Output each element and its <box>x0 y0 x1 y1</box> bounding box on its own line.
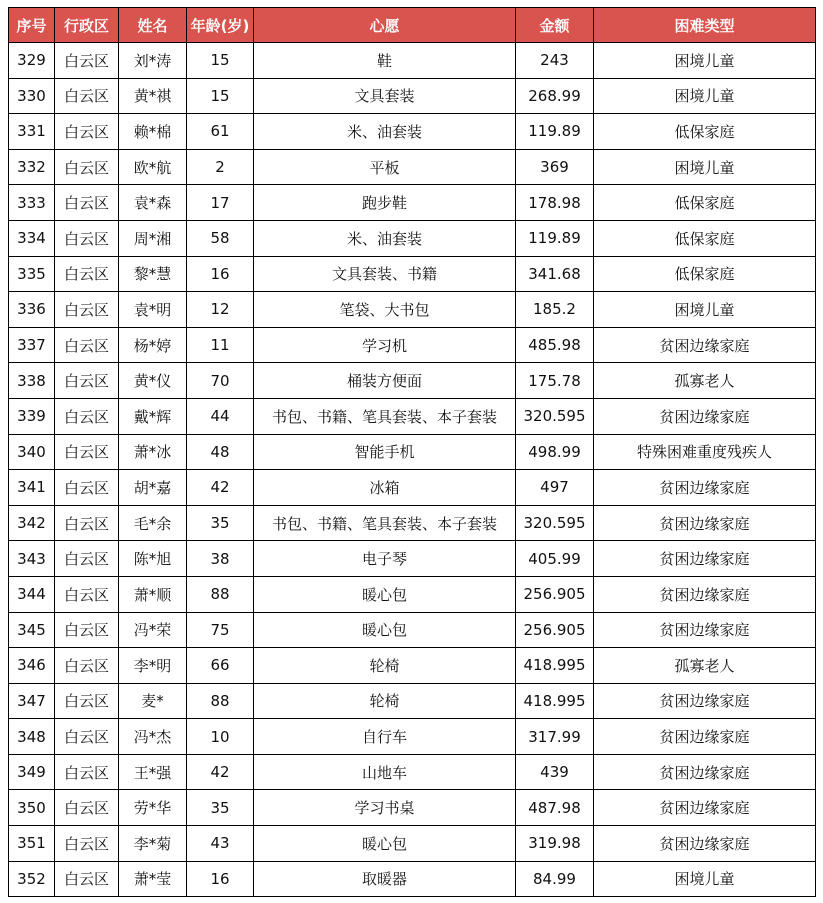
cell-age: 42 <box>187 754 254 790</box>
cell-district: 白云区 <box>55 612 119 648</box>
cell-serial-number: 336 <box>9 292 55 328</box>
cell-name: 劳*华 <box>119 790 187 826</box>
header-amount: 金额 <box>516 8 594 43</box>
cell-name: 黄*仪 <box>119 363 187 399</box>
cell-amount: 405.99 <box>516 541 594 577</box>
cell-hardship-type: 特殊困难重度残疾人 <box>594 434 816 470</box>
cell-district: 白云区 <box>55 683 119 719</box>
cell-serial-number: 341 <box>9 470 55 506</box>
cell-serial-number: 332 <box>9 149 55 185</box>
cell-hardship-type: 贫困边缘家庭 <box>594 541 816 577</box>
cell-amount: 418.995 <box>516 683 594 719</box>
cell-amount: 485.98 <box>516 327 594 363</box>
cell-age: 48 <box>187 434 254 470</box>
cell-amount: 487.98 <box>516 790 594 826</box>
cell-wish: 取暖器 <box>254 861 516 897</box>
cell-age: 35 <box>187 790 254 826</box>
cell-hardship-type: 困境儿童 <box>594 78 816 114</box>
cell-hardship-type: 困境儿童 <box>594 861 816 897</box>
cell-hardship-type: 贫困边缘家庭 <box>594 398 816 434</box>
cell-wish: 学习书桌 <box>254 790 516 826</box>
table-body <box>9 43 816 897</box>
cell-district: 白云区 <box>55 292 119 328</box>
cell-age: 88 <box>187 576 254 612</box>
header-name: 姓名 <box>119 8 187 43</box>
cell-serial-number: 333 <box>9 185 55 221</box>
cell-serial-number: 338 <box>9 363 55 399</box>
table-row <box>9 78 816 114</box>
table-row <box>9 398 816 434</box>
cell-age: 11 <box>187 327 254 363</box>
cell-name: 李*明 <box>119 648 187 684</box>
cell-name: 冯*杰 <box>119 719 187 755</box>
table-row <box>9 363 816 399</box>
cell-age: 16 <box>187 256 254 292</box>
cell-amount: 497 <box>516 470 594 506</box>
cell-amount: 185.2 <box>516 292 594 328</box>
cell-amount: 256.905 <box>516 576 594 612</box>
cell-hardship-type: 贫困边缘家庭 <box>594 826 816 862</box>
cell-wish: 智能手机 <box>254 434 516 470</box>
table-row <box>9 861 816 897</box>
table-row <box>9 292 816 328</box>
cell-amount: 256.905 <box>516 612 594 648</box>
cell-name: 赖*棉 <box>119 114 187 150</box>
cell-wish: 学习机 <box>254 327 516 363</box>
cell-district: 白云区 <box>55 149 119 185</box>
cell-serial-number: 342 <box>9 505 55 541</box>
cell-serial-number: 349 <box>9 754 55 790</box>
cell-name: 黄*祺 <box>119 78 187 114</box>
cell-wish: 米、油套装 <box>254 220 516 256</box>
cell-age: 75 <box>187 612 254 648</box>
cell-hardship-type: 孤寡老人 <box>594 648 816 684</box>
cell-wish: 书包、书籍、笔具套装、本子套装 <box>254 505 516 541</box>
table-row <box>9 576 816 612</box>
cell-district: 白云区 <box>55 43 119 79</box>
cell-serial-number: 340 <box>9 434 55 470</box>
cell-age: 17 <box>187 185 254 221</box>
table-row <box>9 683 816 719</box>
cell-district: 白云区 <box>55 220 119 256</box>
cell-hardship-type: 贫困边缘家庭 <box>594 576 816 612</box>
cell-name: 戴*辉 <box>119 398 187 434</box>
cell-district: 白云区 <box>55 861 119 897</box>
table-row <box>9 790 816 826</box>
header-wish: 心愿 <box>254 8 516 43</box>
cell-district: 白云区 <box>55 363 119 399</box>
cell-age: 61 <box>187 114 254 150</box>
cell-name: 刘*涛 <box>119 43 187 79</box>
cell-hardship-type: 孤寡老人 <box>594 363 816 399</box>
cell-name: 毛*余 <box>119 505 187 541</box>
cell-name: 李*菊 <box>119 826 187 862</box>
table-row <box>9 43 816 79</box>
cell-name: 萧*顺 <box>119 576 187 612</box>
cell-wish: 冰箱 <box>254 470 516 506</box>
cell-wish: 文具套装、书籍 <box>254 256 516 292</box>
cell-age: 44 <box>187 398 254 434</box>
cell-district: 白云区 <box>55 754 119 790</box>
cell-amount: 268.99 <box>516 78 594 114</box>
cell-hardship-type: 贫困边缘家庭 <box>594 790 816 826</box>
cell-name: 杨*婷 <box>119 327 187 363</box>
cell-age: 16 <box>187 861 254 897</box>
cell-hardship-type: 贫困边缘家庭 <box>594 754 816 790</box>
wish-list-table <box>8 7 816 897</box>
cell-serial-number: 337 <box>9 327 55 363</box>
cell-serial-number: 334 <box>9 220 55 256</box>
cell-serial-number: 347 <box>9 683 55 719</box>
cell-serial-number: 352 <box>9 861 55 897</box>
cell-serial-number: 345 <box>9 612 55 648</box>
cell-name: 欧*航 <box>119 149 187 185</box>
cell-district: 白云区 <box>55 327 119 363</box>
cell-age: 10 <box>187 719 254 755</box>
cell-district: 白云区 <box>55 470 119 506</box>
table-row <box>9 327 816 363</box>
cell-name: 黎*慧 <box>119 256 187 292</box>
cell-district: 白云区 <box>55 505 119 541</box>
cell-hardship-type: 贫困边缘家庭 <box>594 719 816 755</box>
cell-hardship-type: 低保家庭 <box>594 256 816 292</box>
cell-hardship-type: 困境儿童 <box>594 149 816 185</box>
table-row <box>9 505 816 541</box>
table-row <box>9 149 816 185</box>
cell-serial-number: 350 <box>9 790 55 826</box>
cell-age: 43 <box>187 826 254 862</box>
cell-wish: 山地车 <box>254 754 516 790</box>
cell-district: 白云区 <box>55 434 119 470</box>
cell-amount: 341.68 <box>516 256 594 292</box>
cell-name: 周*湘 <box>119 220 187 256</box>
cell-serial-number: 330 <box>9 78 55 114</box>
cell-name: 袁*明 <box>119 292 187 328</box>
cell-district: 白云区 <box>55 114 119 150</box>
table-row <box>9 256 816 292</box>
cell-age: 12 <box>187 292 254 328</box>
header-age: 年龄(岁) <box>187 8 254 43</box>
table-row <box>9 612 816 648</box>
cell-serial-number: 339 <box>9 398 55 434</box>
cell-name: 麦* <box>119 683 187 719</box>
cell-hardship-type: 低保家庭 <box>594 220 816 256</box>
cell-wish: 文具套装 <box>254 78 516 114</box>
cell-name: 袁*森 <box>119 185 187 221</box>
cell-name: 陈*旭 <box>119 541 187 577</box>
cell-serial-number: 351 <box>9 826 55 862</box>
cell-serial-number: 348 <box>9 719 55 755</box>
cell-serial-number: 346 <box>9 648 55 684</box>
table-row <box>9 754 816 790</box>
cell-wish: 自行车 <box>254 719 516 755</box>
cell-amount: 119.89 <box>516 220 594 256</box>
cell-wish: 轮椅 <box>254 648 516 684</box>
cell-amount: 320.595 <box>516 398 594 434</box>
cell-amount: 369 <box>516 149 594 185</box>
cell-district: 白云区 <box>55 78 119 114</box>
cell-age: 70 <box>187 363 254 399</box>
table-row <box>9 114 816 150</box>
cell-district: 白云区 <box>55 541 119 577</box>
cell-district: 白云区 <box>55 648 119 684</box>
cell-hardship-type: 贫困边缘家庭 <box>594 470 816 506</box>
header-hardship-type: 困难类型 <box>594 8 816 43</box>
cell-amount: 418.995 <box>516 648 594 684</box>
header-row <box>9 8 816 43</box>
cell-hardship-type: 低保家庭 <box>594 185 816 221</box>
cell-wish: 平板 <box>254 149 516 185</box>
table-row <box>9 434 816 470</box>
cell-hardship-type: 低保家庭 <box>594 114 816 150</box>
cell-name: 冯*荣 <box>119 612 187 648</box>
cell-age: 15 <box>187 78 254 114</box>
cell-amount: 178.98 <box>516 185 594 221</box>
cell-district: 白云区 <box>55 185 119 221</box>
cell-amount: 319.98 <box>516 826 594 862</box>
cell-serial-number: 331 <box>9 114 55 150</box>
cell-name: 萧*莹 <box>119 861 187 897</box>
cell-name: 胡*嘉 <box>119 470 187 506</box>
cell-district: 白云区 <box>55 576 119 612</box>
cell-district: 白云区 <box>55 256 119 292</box>
cell-hardship-type: 贫困边缘家庭 <box>594 505 816 541</box>
cell-age: 15 <box>187 43 254 79</box>
cell-amount: 243 <box>516 43 594 79</box>
cell-hardship-type: 贫困边缘家庭 <box>594 683 816 719</box>
table-row <box>9 648 816 684</box>
cell-age: 42 <box>187 470 254 506</box>
cell-age: 2 <box>187 149 254 185</box>
cell-serial-number: 343 <box>9 541 55 577</box>
cell-hardship-type: 贫困边缘家庭 <box>594 612 816 648</box>
header-serial-number: 序号 <box>9 8 55 43</box>
table-header <box>9 8 816 43</box>
cell-hardship-type: 困境儿童 <box>594 292 816 328</box>
cell-wish: 鞋 <box>254 43 516 79</box>
cell-amount: 119.89 <box>516 114 594 150</box>
cell-serial-number: 344 <box>9 576 55 612</box>
cell-serial-number: 329 <box>9 43 55 79</box>
cell-wish: 暖心包 <box>254 826 516 862</box>
table-row <box>9 719 816 755</box>
cell-name: 萧*冰 <box>119 434 187 470</box>
table-row <box>9 470 816 506</box>
wish-list-sheet <box>8 7 815 897</box>
cell-amount: 320.595 <box>516 505 594 541</box>
header-district: 行政区 <box>55 8 119 43</box>
table-row <box>9 826 816 862</box>
cell-wish: 轮椅 <box>254 683 516 719</box>
cell-wish: 电子琴 <box>254 541 516 577</box>
cell-age: 66 <box>187 648 254 684</box>
cell-amount: 175.78 <box>516 363 594 399</box>
cell-amount: 498.99 <box>516 434 594 470</box>
cell-wish: 桶装方便面 <box>254 363 516 399</box>
cell-age: 58 <box>187 220 254 256</box>
cell-wish: 书包、书籍、笔具套装、本子套装 <box>254 398 516 434</box>
cell-name: 王*强 <box>119 754 187 790</box>
cell-wish: 暖心包 <box>254 612 516 648</box>
cell-age: 35 <box>187 505 254 541</box>
cell-serial-number: 335 <box>9 256 55 292</box>
cell-district: 白云区 <box>55 790 119 826</box>
cell-wish: 跑步鞋 <box>254 185 516 221</box>
table-row <box>9 185 816 221</box>
table-row <box>9 220 816 256</box>
cell-age: 88 <box>187 683 254 719</box>
cell-wish: 米、油套装 <box>254 114 516 150</box>
cell-district: 白云区 <box>55 826 119 862</box>
cell-district: 白云区 <box>55 398 119 434</box>
table-row <box>9 541 816 577</box>
cell-hardship-type: 困境儿童 <box>594 43 816 79</box>
cell-hardship-type: 贫困边缘家庭 <box>594 327 816 363</box>
cell-wish: 笔袋、大书包 <box>254 292 516 328</box>
cell-age: 38 <box>187 541 254 577</box>
cell-wish: 暖心包 <box>254 576 516 612</box>
cell-district: 白云区 <box>55 719 119 755</box>
cell-amount: 439 <box>516 754 594 790</box>
cell-amount: 317.99 <box>516 719 594 755</box>
cell-amount: 84.99 <box>516 861 594 897</box>
